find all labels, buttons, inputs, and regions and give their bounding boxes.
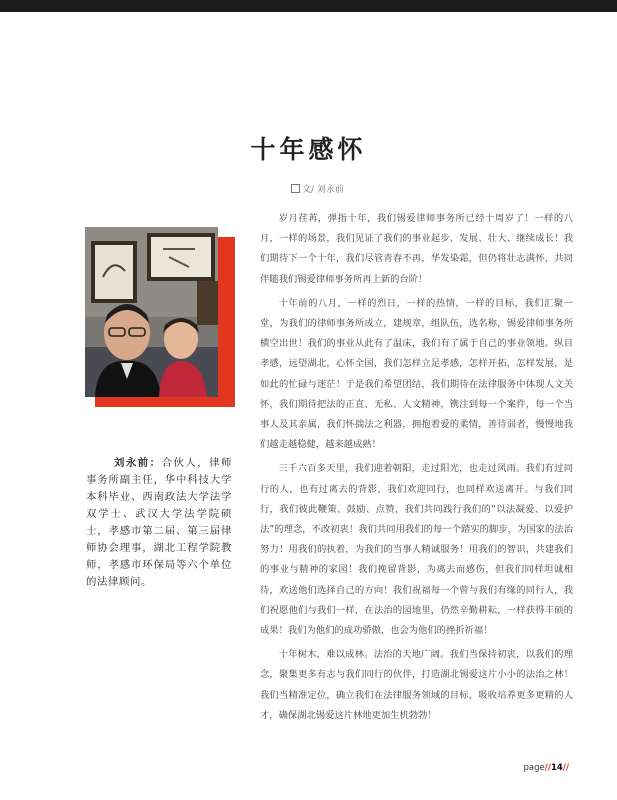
author-bio [86, 455, 232, 591]
article-paragraph: 十年前的八月，一样的烈日，一样的热情，一样的目标，我们汇聚一堂，为我们的律师事务所成立，建规章，组队伍，选名称，锡爱律师事务所横空出世！我们的事业从此有了温床，我们有了属于自己的事业领地。纵目孝感，远望湖北，心怀全国，我们怎样立足孝感，怎样开拓，怎样发展，是如此的忙碌与迷茫！于是我们希望团结，我们期待在法律服务中体现人文关怀，我们期待把法的正直、无私、人文精神，镌注到每一个案件，每一个当事人及其亲属，我们怀揣法之利器，拥抱着爱的柔情，善待弱者，慢慢地我们越走越稳健，越来越成熟！ [260, 297, 573, 451]
author-photo-frame [85, 227, 235, 407]
article-paragraph: 岁月荏苒，弹指十年，我们锡爱律师事务所已经十周岁了！一样的八月，一样的场景，我们见证了我们的事业起步、发展、壮大、继续成长！我们期待下一个十年，我们尽管青春不再，华发染霜，但仍将壮志满怀，共同伴随我们锡爱律师事务所再上新的台阶！ [260, 213, 573, 285]
author-photo-illustration [85, 227, 218, 397]
article-paragraph: 十年树木，难以成林。法治的天地广阔。我们当保持初衷，以我们的理念，聚集更多有志与我们同行的伙伴，打造湖北锡爱这片小小的法治之林！我们当精准定位，确立我们在法律服务领域的目标，吸收培养更多更精的人才，确保湖北锡爱这片林地更加生机勃勃！ [260, 649, 573, 721]
author-name: 刘永前： [114, 457, 162, 469]
page-number [523, 763, 569, 773]
author-bio-text: 合伙人，律师事务所副主任，华中科技大学本科毕业、西南政法大学法学双学士、武汉大学法学院硕士，孝感市第二届、第三届律师协会理事，湖北工程学院教师，孝感市环保局等六个单位的法律顾问。 [86, 457, 232, 588]
byline [291, 182, 344, 195]
article-title: 十年感怀 [250, 135, 367, 164]
byline-text: 文/ 刘永前 [302, 185, 344, 195]
top-bar [0, 0, 617, 12]
article-paragraph: 三千六百多天里，我们迎着朝阳，走过阳光，也走过风雨。我们有过同行的人，也有过离去的背影，我们欢迎同行，也同样欢送离开。与我们同行，我们彼此鞭策、鼓励、点赞，我们共同践行我们的“以法凝爱、以爱护法”的理念，不改初衷！我们共同用我们的每一个踏实的脚步，为国家的法治努力！用我们的执着，为我们的当事人精诚服务！用我们的智识，共建我们的事业与精神的家园！我们挽留背影，为离去而感伤，但我们同样坦诚相待，欢送他们选择自己的方向！我们祝福每一个曾与我们有缘的同行人，我们祝愿他们与我们一样，在法治的园地里，仍然辛勤耕耘，一样获得丰硕的成果！我们为他们的成功骄傲，也会为他们的挫折祈福！ [260, 463, 573, 637]
page-label: page [523, 763, 545, 773]
page-slash-right: // [562, 763, 569, 773]
article-body [260, 209, 573, 730]
author-photo [85, 227, 218, 397]
page-number-value: 14 [550, 763, 563, 773]
byline-box-icon [291, 184, 300, 193]
page-slash-left: // [544, 763, 551, 773]
